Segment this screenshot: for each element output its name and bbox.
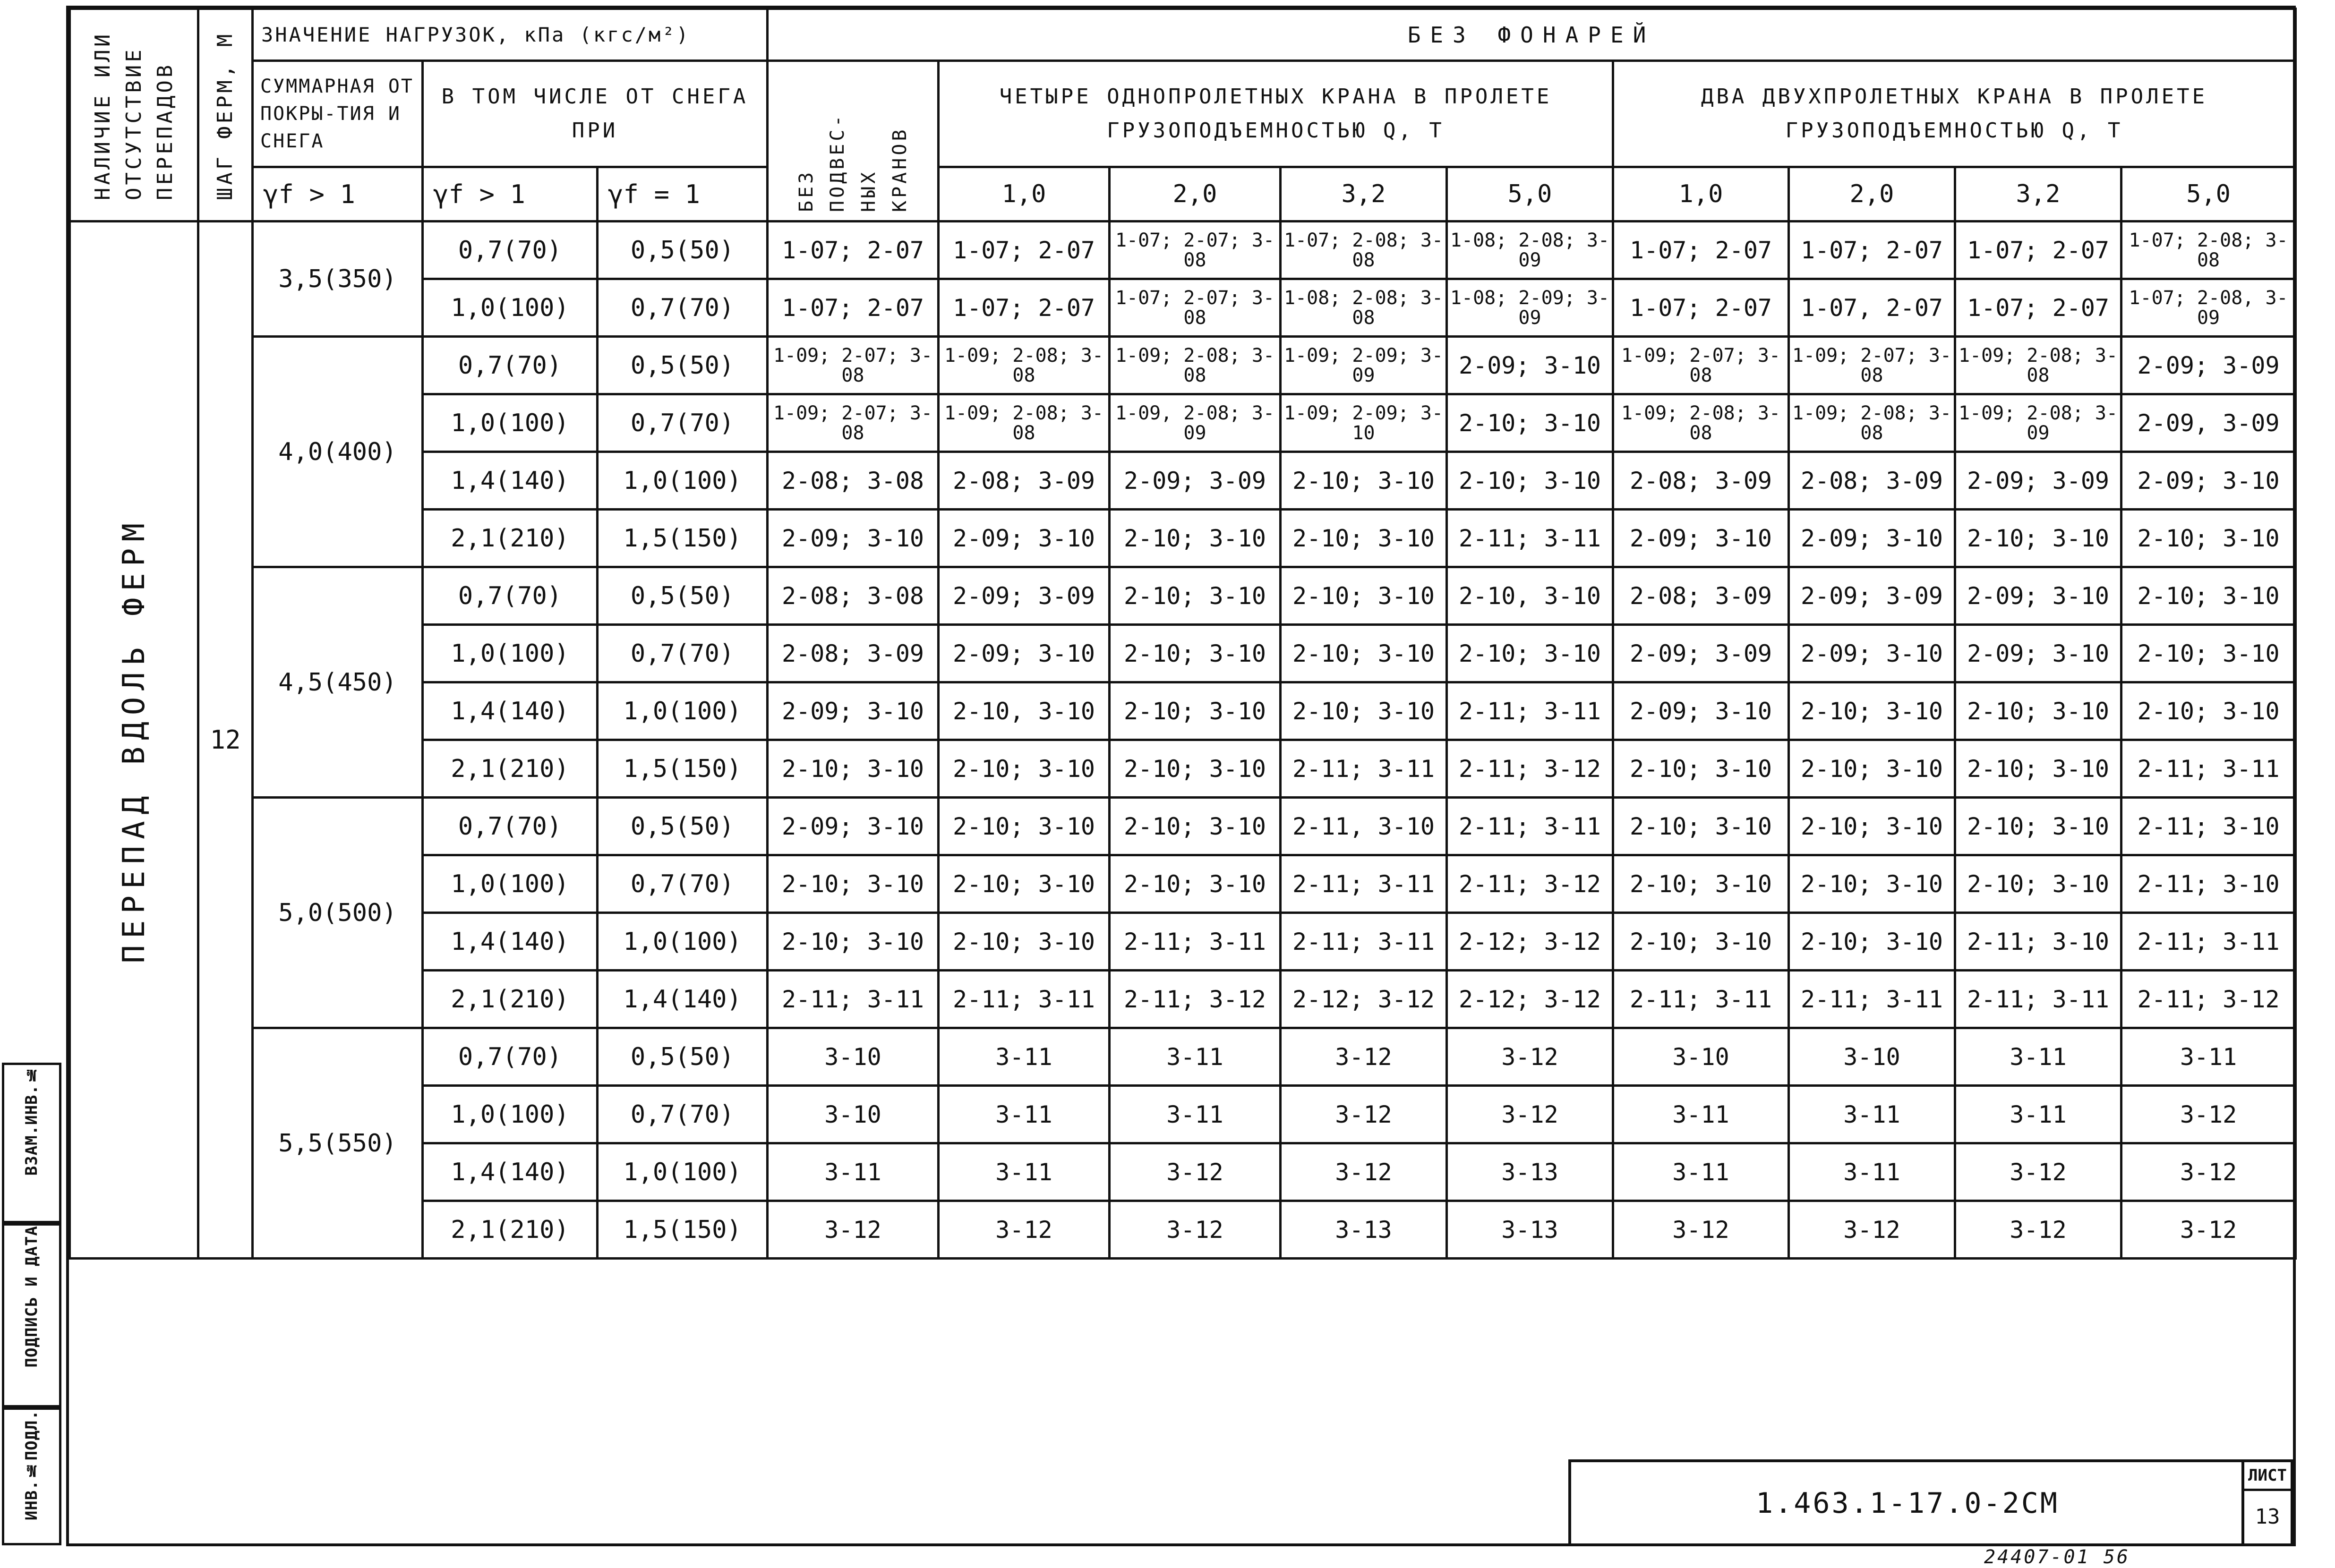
truss-mark-cell: 2-09; 3-10 (2121, 452, 2296, 510)
truss-mark-cell: 2-11; 3-11 (2121, 913, 2296, 971)
snow-load-eq-cell: 1,0(100) (598, 682, 768, 740)
truss-mark-cell: 2-08; 3-09 (1789, 452, 1955, 510)
total-load-cell: 3,5(350) (253, 222, 423, 337)
snow-load-eq-cell: 0,7(70) (598, 625, 768, 682)
truss-mark-cell: 3-11 (1789, 1143, 1955, 1201)
truss-mark-cell: 3-12 (1955, 1201, 2121, 1259)
table-row (70, 222, 2296, 279)
truss-mark-cell: 1-07; 2-07 (939, 279, 1110, 337)
truss-mark-cell: 2-10; 3-10 (1613, 855, 1789, 913)
truss-mark-cell: 2-10; 3-10 (1447, 394, 1613, 452)
truss-mark-cell: 2-10; 3-10 (939, 740, 1110, 798)
truss-mark-cell: 1-09; 2-07; 3-08 (768, 337, 939, 394)
snow-load-gt-cell: 0,7(70) (423, 1028, 598, 1086)
snow-load-gt-cell: 1,0(100) (423, 625, 598, 682)
truss-mark-cell: 1-09; 2-09; 3-09 (1281, 337, 1447, 394)
truss-mark-cell: 1-09; 2-08; 3-08 (1789, 394, 1955, 452)
truss-mark-cell: 2-09; 3-10 (768, 798, 939, 855)
sheet-box (2241, 1459, 2293, 1544)
truss-mark-cell: 3-13 (1447, 1143, 1613, 1201)
table-row (70, 567, 2296, 625)
truss-mark-cell: 2-11; 3-10 (2121, 798, 2296, 855)
truss-mark-cell: 2-11; 3-11 (1281, 855, 1447, 913)
snow-load-eq-cell: 1,5(150) (598, 1201, 768, 1259)
truss-mark-cell: 1-07; 2-07 (1955, 279, 2121, 337)
truss-mark-cell: 1-09; 2-07; 3-08 (1613, 337, 1789, 394)
sheet-label: ЛИСТ (2244, 1462, 2291, 1491)
table-row (70, 337, 2296, 394)
truss-mark-cell: 2-10; 3-10 (1110, 567, 1281, 625)
snow-load-gt-cell: 0,7(70) (423, 567, 598, 625)
truss-mark-cell: 1-08; 2-09; 3-09 (1447, 279, 1613, 337)
load-table (68, 8, 2297, 1260)
truss-mark-cell: 2-10, 3-10 (1447, 567, 1613, 625)
truss-mark-cell: 3-11 (1613, 1086, 1789, 1143)
snow-load-gt-cell: 1,4(140) (423, 682, 598, 740)
truss-mark-cell: 2-11; 3-12 (1447, 855, 1613, 913)
truss-mark-cell: 3-12 (2121, 1086, 2296, 1143)
truss-mark-cell: 2-10; 3-10 (1789, 913, 1955, 971)
truss-mark-cell: 3-11 (939, 1086, 1110, 1143)
truss-mark-cell: 2-08; 3-09 (1613, 452, 1789, 510)
truss-mark-cell: 2-10; 3-10 (1955, 855, 2121, 913)
header-q-two: 2,0 (1789, 167, 1955, 222)
presence-cell (70, 222, 198, 1259)
snow-load-eq-cell: 0,5(50) (598, 567, 768, 625)
snow-load-gt-cell: 1,4(140) (423, 452, 598, 510)
truss-mark-cell: 2-08; 3-09 (1613, 567, 1789, 625)
truss-mark-cell: 2-09; 3-10 (768, 510, 939, 567)
truss-mark-cell: 2-11; 3-12 (2121, 971, 2296, 1028)
header-gamma-gt: γf > 1 (423, 167, 598, 222)
truss-mark-cell: 2-10; 3-10 (1281, 625, 1447, 682)
truss-mark-cell: 3-12 (939, 1201, 1110, 1259)
table-row (70, 798, 2296, 855)
truss-mark-cell: 2-10; 3-10 (1613, 913, 1789, 971)
truss-mark-cell: 2-09; 3-10 (1955, 625, 2121, 682)
truss-mark-cell: 2-10; 3-10 (1281, 682, 1447, 740)
truss-mark-cell: 2-09; 3-09 (1789, 567, 1955, 625)
snow-load-gt-cell: 2,1(210) (423, 971, 598, 1028)
truss-mark-cell: 2-09; 3-10 (1613, 510, 1789, 567)
truss-mark-cell: 2-10; 3-10 (768, 913, 939, 971)
truss-mark-cell: 2-10; 3-10 (1955, 682, 2121, 740)
sidebar-sign-date-label: ПОДПИСЬ И ДАТА (22, 1226, 41, 1368)
truss-mark-cell: 1-08; 2-08; 3-09 (1447, 222, 1613, 279)
truss-mark-cell: 3-11 (939, 1143, 1110, 1201)
truss-mark-cell: 2-10; 3-10 (1281, 510, 1447, 567)
truss-mark-cell: 2-11; 3-11 (1110, 913, 1281, 971)
truss-mark-cell: 3-11 (768, 1143, 939, 1201)
snow-load-gt-cell: 1,0(100) (423, 279, 598, 337)
truss-mark-cell: 2-09; 3-09 (939, 567, 1110, 625)
presence-label: ПЕРЕПАД ВДОЛЬ ФЕРМ (116, 516, 152, 963)
header-total-load: СУММАРНАЯ ОТ ПОКРЫ-ТИЯ И СНЕГА (253, 61, 423, 167)
truss-mark-cell: 3-12 (1281, 1086, 1447, 1143)
truss-mark-cell: 1-09; 2-07; 3-08 (768, 394, 939, 452)
snow-load-eq-cell: 0,7(70) (598, 1086, 768, 1143)
total-load-cell: 4,0(400) (253, 337, 423, 567)
truss-mark-cell: 2-09; 3-09 (1613, 625, 1789, 682)
header-step (198, 9, 253, 222)
truss-mark-cell: 2-12; 3-12 (1447, 971, 1613, 1028)
truss-mark-cell: 2-09, 3-09 (2121, 394, 2296, 452)
truss-mark-cell: 2-11; 3-11 (1789, 971, 1955, 1028)
truss-mark-cell: 3-10 (768, 1086, 939, 1143)
truss-mark-cell: 1-09; 2-08; 3-08 (939, 394, 1110, 452)
header-gamma-total: γf > 1 (253, 167, 423, 222)
truss-mark-cell: 2-10; 3-10 (1955, 740, 2121, 798)
truss-mark-cell: 2-10; 3-10 (1955, 510, 2121, 567)
truss-mark-cell: 3-12 (1110, 1201, 1281, 1259)
truss-mark-cell: 3-12 (1447, 1028, 1613, 1086)
sheet-number: 13 (2255, 1505, 2280, 1529)
truss-mark-cell: 2-11; 3-10 (2121, 855, 2296, 913)
truss-mark-cell: 1-07; 2-08, 3-09 (2121, 279, 2296, 337)
sidebar-vzam-label: ВЗАМ.ИНВ.№ (22, 1065, 41, 1176)
truss-mark-cell: 2-10; 3-10 (1613, 740, 1789, 798)
truss-mark-cell: 2-09; 3-10 (768, 682, 939, 740)
header-q-two: 3,2 (1955, 167, 2121, 222)
truss-mark-cell: 2-08; 3-09 (768, 625, 939, 682)
truss-mark-cell: 2-10; 3-10 (1110, 510, 1281, 567)
snow-load-eq-cell: 0,5(50) (598, 1028, 768, 1086)
snow-load-eq-cell: 1,5(150) (598, 740, 768, 798)
truss-mark-cell: 2-11; 3-11 (1955, 971, 2121, 1028)
truss-mark-cell: 1-07; 2-08; 3-08 (2121, 222, 2296, 279)
snow-load-gt-cell: 1,4(140) (423, 913, 598, 971)
truss-mark-cell: 3-10 (1789, 1028, 1955, 1086)
truss-mark-cell: 2-11; 3-11 (768, 971, 939, 1028)
truss-mark-cell: 3-12 (1447, 1086, 1613, 1143)
snow-load-gt-cell: 2,1(210) (423, 740, 598, 798)
snow-load-eq-cell: 1,5(150) (598, 510, 768, 567)
truss-mark-cell: 3-12 (1613, 1201, 1789, 1259)
total-load-cell: 4,5(450) (253, 567, 423, 798)
truss-mark-cell: 3-11 (1110, 1028, 1281, 1086)
truss-mark-cell: 2-10; 3-10 (2121, 510, 2296, 567)
truss-mark-cell: 2-11; 3-12 (1110, 971, 1281, 1028)
truss-mark-cell: 2-10; 3-10 (939, 798, 1110, 855)
truss-mark-cell: 3-11 (1955, 1086, 2121, 1143)
snow-load-gt-cell: 1,4(140) (423, 1143, 598, 1201)
snow-load-eq-cell: 0,5(50) (598, 337, 768, 394)
header-step-text: ШАГ ФЕРМ, М (213, 31, 237, 200)
snow-load-gt-cell: 0,7(70) (423, 222, 598, 279)
snow-load-eq-cell: 1,0(100) (598, 1143, 768, 1201)
truss-mark-cell: 2-10; 3-10 (1110, 625, 1281, 682)
header-presence (70, 9, 198, 222)
step-cell: 12 (198, 222, 253, 1259)
truss-mark-cell: 2-09; 3-09 (1955, 452, 2121, 510)
truss-mark-cell: 1-09; 2-08; 3-08 (1955, 337, 2121, 394)
truss-mark-cell: 1-09; 2-07; 3-08 (1789, 337, 1955, 394)
truss-mark-cell: 1-07, 2-07 (1789, 279, 1955, 337)
snow-load-eq-cell: 0,7(70) (598, 279, 768, 337)
truss-mark-cell: 3-10 (768, 1028, 939, 1086)
total-load-cell: 5,0(500) (253, 798, 423, 1028)
truss-mark-cell: 1-09; 2-08; 3-09 (1955, 394, 2121, 452)
truss-mark-cell: 1-09; 2-08; 3-08 (1110, 337, 1281, 394)
truss-mark-cell: 3-12 (1955, 1143, 2121, 1201)
snow-load-gt-cell: 0,7(70) (423, 798, 598, 855)
truss-mark-cell: 2-09; 3-10 (939, 625, 1110, 682)
sidebar-sign-date (2, 1223, 61, 1407)
truss-mark-cell: 3-12 (2121, 1143, 2296, 1201)
snow-load-eq-cell: 0,5(50) (598, 798, 768, 855)
truss-mark-cell: 2-09; 3-10 (1613, 682, 1789, 740)
truss-mark-cell: 2-11, 3-10 (1281, 798, 1447, 855)
truss-mark-cell: 1-09, 2-08; 3-09 (1110, 394, 1281, 452)
truss-mark-cell: 2-11; 3-11 (1281, 740, 1447, 798)
truss-mark-cell: 2-11; 3-12 (1447, 740, 1613, 798)
truss-mark-cell: 1-07; 2-07 (1789, 222, 1955, 279)
truss-mark-cell: 3-11 (1110, 1086, 1281, 1143)
truss-mark-cell: 2-12; 3-12 (1447, 913, 1613, 971)
header-q-four: 2,0 (1110, 167, 1281, 222)
truss-mark-cell: 2-10; 3-10 (1955, 798, 2121, 855)
sidebar-inv-podl (2, 1407, 61, 1545)
truss-mark-cell: 3-12 (1789, 1201, 1955, 1259)
header-loads-title: ЗНАЧЕНИЕ НАГРУЗОК, кПа (кгс/м²) (253, 9, 768, 61)
truss-mark-cell: 2-10; 3-10 (1789, 855, 1955, 913)
truss-mark-cell: 2-11; 3-11 (1281, 913, 1447, 971)
truss-mark-cell: 2-10; 3-10 (1447, 452, 1613, 510)
truss-mark-cell: 3-13 (1447, 1201, 1613, 1259)
truss-mark-cell: 2-09; 3-10 (1447, 337, 1613, 394)
snow-load-eq-cell: 1,0(100) (598, 913, 768, 971)
header-four-cranes: ЧЕТЫРЕ ОДНОПРОЛЕТНЫХ КРАНА В ПРОЛЕТЕ ГРУЗОПОДЪЕМНОСТЬЮ Q, Т (939, 61, 1613, 167)
truss-mark-cell: 1-07; 2-07 (1613, 279, 1789, 337)
truss-mark-cell: 1-08; 2-08; 3-08 (1281, 279, 1447, 337)
snow-load-eq-cell: 0,7(70) (598, 855, 768, 913)
truss-mark-cell: 2-11; 3-11 (1613, 971, 1789, 1028)
truss-mark-cell: 2-09; 3-09 (2121, 337, 2296, 394)
truss-mark-cell: 2-11; 3-11 (2121, 740, 2296, 798)
snow-load-gt-cell: 2,1(210) (423, 510, 598, 567)
snow-load-eq-cell: 0,5(50) (598, 222, 768, 279)
truss-mark-cell: 2-10; 3-10 (1110, 740, 1281, 798)
snow-load-gt-cell: 1,0(100) (423, 394, 598, 452)
truss-mark-cell: 3-12 (2121, 1201, 2296, 1259)
truss-mark-cell: 1-07; 2-07 (939, 222, 1110, 279)
snow-load-gt-cell: 1,0(100) (423, 1086, 598, 1143)
header-gamma-eq: γf = 1 (598, 167, 768, 222)
truss-mark-cell: 2-10; 3-10 (1789, 798, 1955, 855)
truss-mark-cell: 3-13 (1281, 1201, 1447, 1259)
truss-mark-cell: 2-09; 3-10 (1789, 510, 1955, 567)
truss-mark-cell: 2-10; 3-10 (1789, 740, 1955, 798)
truss-mark-cell: 2-11; 3-11 (1447, 798, 1613, 855)
truss-mark-cell: 1-07; 2-07; 3-08 (1110, 279, 1281, 337)
header-q-four: 3,2 (1281, 167, 1447, 222)
truss-mark-cell: 2-10; 3-10 (1110, 855, 1281, 913)
header-two-cranes: ДВА ДВУХПРОЛЕТНЫХ КРАНА В ПРОЛЕТЕ ГРУЗОПОДЪЕМНОСТЬЮ Q, Т (1613, 61, 2296, 167)
truss-mark-cell: 2-10; 3-10 (1281, 567, 1447, 625)
truss-mark-cell: 2-10; 3-10 (939, 855, 1110, 913)
sidebar-inv-podl-label: ИНВ.№ПОДЛ. (22, 1410, 41, 1521)
truss-mark-cell: 1-07; 2-07; 3-08 (1110, 222, 1281, 279)
header-no-lanterns: БЕЗ ФОНАРЕЙ (768, 9, 2296, 61)
truss-mark-cell: 2-09; 3-10 (1789, 625, 1955, 682)
header-no-cranes-text: БЕЗ ПОДВЕС-НЫХ КРАНОВ (795, 112, 911, 212)
truss-mark-cell: 2-12; 3-12 (1281, 971, 1447, 1028)
snow-load-eq-cell: 1,4(140) (598, 971, 768, 1028)
truss-mark-cell: 2-11; 3-11 (1447, 510, 1613, 567)
snow-load-gt-cell: 1,0(100) (423, 855, 598, 913)
header-q-four: 1,0 (939, 167, 1110, 222)
truss-mark-cell: 2-10; 3-10 (768, 855, 939, 913)
truss-mark-cell: 2-08; 3-08 (768, 452, 939, 510)
truss-mark-cell: 2-10; 3-10 (1110, 682, 1281, 740)
total-load-cell: 5,5(550) (253, 1028, 423, 1259)
truss-mark-cell: 3-11 (1789, 1086, 1955, 1143)
truss-mark-cell: 2-09; 3-10 (1955, 567, 2121, 625)
truss-mark-cell: 3-11 (2121, 1028, 2296, 1086)
header-q-four: 5,0 (1447, 167, 1613, 222)
truss-mark-cell: 2-09; 3-09 (1110, 452, 1281, 510)
snow-load-gt-cell: 0,7(70) (423, 337, 598, 394)
truss-mark-cell: 2-10; 3-10 (1281, 452, 1447, 510)
truss-mark-cell: 1-09; 2-08; 3-08 (1613, 394, 1789, 452)
truss-mark-cell: 2-10; 3-10 (1613, 798, 1789, 855)
truss-mark-cell: 3-12 (1281, 1028, 1447, 1086)
truss-mark-cell: 3-11 (1955, 1028, 2121, 1086)
truss-mark-cell: 2-11; 3-11 (939, 971, 1110, 1028)
truss-mark-cell: 1-07; 2-07 (768, 279, 939, 337)
truss-mark-cell: 1-07; 2-07 (768, 222, 939, 279)
truss-mark-cell: 2-10; 3-10 (2121, 625, 2296, 682)
truss-mark-cell: 3-11 (939, 1028, 1110, 1086)
title-block-code: 1.463.1-17.0-2СМ (1568, 1459, 2244, 1544)
truss-mark-cell: 3-12 (1281, 1143, 1447, 1201)
truss-mark-cell: 2-09; 3-10 (939, 510, 1110, 567)
sidebar-vzam (2, 1063, 61, 1223)
truss-mark-cell: 3-12 (1110, 1143, 1281, 1201)
truss-mark-cell: 1-07; 2-07 (1955, 222, 2121, 279)
truss-mark-cell: 2-10; 3-10 (2121, 682, 2296, 740)
truss-mark-cell: 2-10; 3-10 (1789, 682, 1955, 740)
truss-mark-cell: 2-10; 3-10 (939, 913, 1110, 971)
table-row (70, 1028, 2296, 1086)
header-presence-text: НАЛИЧИЕ ИЛИ ОТСУТСТВИЕ ПЕРЕПАДОВ (90, 31, 177, 200)
snow-load-eq-cell: 1,0(100) (598, 452, 768, 510)
header-incl-snow: В ТОМ ЧИСЛЕ ОТ СНЕГА ПРИ (423, 61, 768, 167)
header-no-cranes (768, 61, 939, 222)
truss-mark-cell: 2-08; 3-09 (939, 452, 1110, 510)
snow-load-eq-cell: 0,7(70) (598, 394, 768, 452)
header-q-two: 1,0 (1613, 167, 1789, 222)
archive-number: 24407-01 56 (1984, 1546, 2130, 1568)
truss-mark-cell: 2-11; 3-10 (1955, 913, 2121, 971)
header-q-two: 5,0 (2121, 167, 2296, 222)
truss-mark-cell: 3-11 (1613, 1143, 1789, 1201)
snow-load-gt-cell: 2,1(210) (423, 1201, 598, 1259)
truss-mark-cell: 2-10; 3-10 (2121, 567, 2296, 625)
truss-mark-cell: 2-11; 3-11 (1447, 682, 1613, 740)
truss-mark-cell: 2-10; 3-10 (1110, 798, 1281, 855)
truss-mark-cell: 2-08; 3-08 (768, 567, 939, 625)
truss-mark-cell: 1-09; 2-09; 3-10 (1281, 394, 1447, 452)
truss-mark-cell: 3-10 (1613, 1028, 1789, 1086)
truss-mark-cell: 2-10; 3-10 (1447, 625, 1613, 682)
truss-mark-cell: 2-10, 3-10 (939, 682, 1110, 740)
truss-mark-cell: 1-09; 2-08; 3-08 (939, 337, 1110, 394)
truss-mark-cell: 1-07; 2-07 (1613, 222, 1789, 279)
truss-mark-cell: 2-10; 3-10 (768, 740, 939, 798)
truss-mark-cell: 3-12 (768, 1201, 939, 1259)
truss-mark-cell: 1-07; 2-08; 3-08 (1281, 222, 1447, 279)
